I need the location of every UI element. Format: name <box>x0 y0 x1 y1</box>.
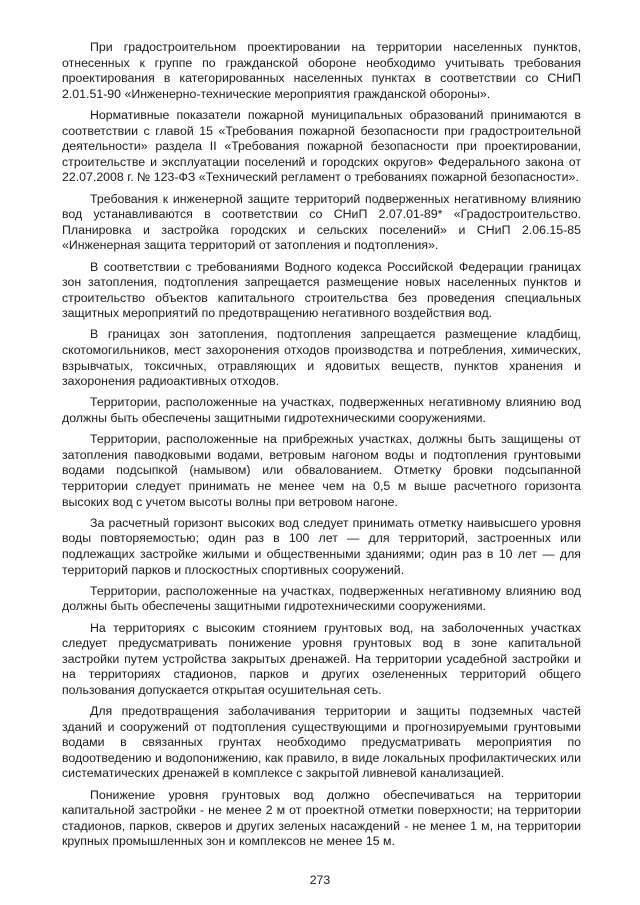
paragraph-fire-safety: Нормативные показатели пожарной муниципальных образований принимаются в соответствии с главой 15 «Требования пожарной безопасности при градостроительной деятельности» раздела II «Требования пожарной безопасности при проектировании, строительстве и эксплуатации поселений и городских округов» Федерального закона от 22.07.2008 г. № 123-ФЗ «Технический регламент о требованиях пожарной безопасности». <box>62 107 581 185</box>
paragraph-waterlogging-prevention: Для предотвращения заболачивания территории и защиты подземных частей зданий и сооружений от подтопления существующими и прогнозируемыми грунтовыми водами в связанных грунтах необходимо предусматривать мероприятия по водоотведению и водопонижению, как правило, в виде локальных профилактических или систематических дренажей в комплексе с закрытой ливневой канализацией. <box>62 704 581 781</box>
paragraph-groundwater-lowering: Понижение уровня грунтовых вод должно обеспечиваться на территории капитальной застройки - не менее 2 м от проектной отметки поверхности; на территории стадионов, парков, скверов и других зеленых насаждений - не менее 1 м, на территории крупных промышленных зон и комплексов не менее 15 м. <box>62 787 581 849</box>
paragraph-water-code: В соответствии с требованиями Водного кодекса Российской Федерации границах зон затопления, подтопления запрещается размещение новых населенных пунктов и строительство объектов капитального строительства без проведения специальных защитных мероприятий по предотвращению негативного воздействия вод. <box>62 259 581 321</box>
document-page <box>62 40 581 856</box>
paragraph-high-water-level: За расчетный горизонт высоких вод следует принимать отметку наивысшего уровня воды повторяемостью; один раз в 100 лет — для территорий, застроенных или подлежащих застройке жилыми и общественными зданиями; один раз в 10 лет — для территорий парков и плоскостных спортивных сооружений. <box>62 515 581 577</box>
paragraph-groundwater-drainage: На территориях с высоким стоянием грунтовых вод, на заболоченных участках следует предусматривать понижение уровня грунтовых вод в зоне капитальной застройки путем устройства закрытых дренажей. На территории усадебной застройки и на территориях стадионов, парков и других озелененных территорий общего пользования допускается открытая осушительная сеть. <box>62 620 581 697</box>
paragraph-engineering-protection: Требования к инженерной защите территорий подверженных негативному влиянию вод устанавливаются в соответствии со СНиП 2.07.01-89* «Градостроительство. Планировка и застройка городских и сельских поселений» и СНиП 2.06.15-85 «Инженерная защита территорий от затопления и подтопления». <box>62 191 581 253</box>
paragraph-flood-zone-restrictions: В границах зон затопления, подтопления запрещается размещение кладбищ, скотомогильников, мест захоронения отходов производства и потребления, химических, взрывчатых, токсичных, отравляющих и ядовитых веществ, пунктов хранения и захоронения радиоактивных отходов. <box>62 327 581 389</box>
paragraph-coastal-areas: Территории, расположенные на прибрежных участках, должны быть защищены от затопления паводковыми водами, ветровым нагоном воды и подтопления грунтовыми водами подсыпкой (намывом) или обвалованием. Отметку бровки подсыпанной территории следует принимать не менее чем на 0,5 м выше расчетного горизонта высоких вод с учетом высоты волны при ветровом нагоне. <box>62 432 581 509</box>
page-number: 273 <box>309 873 331 887</box>
paragraph-civil-defense: При градостроительном проектировании на территории населенных пунктов, отнесенных к группе по гражданской обороне необходимо учитывать требования проектирования в категорированных населенных пунктах в соответствии со СНиП 2.01.51-90 «Инженерно-технические мероприятия гражданской обороны». <box>62 40 581 101</box>
paragraph-protective-structures-repeat: Территории, расположенные на участках, подверженных негативному влиянию вод должны быть обеспечены защитными гидротехническими сооружениями. <box>62 583 581 614</box>
paragraph-protective-structures: Территории, расположенные на участках, подверженных негативному влиянию вод должны быть обеспечены защитными гидротехническими сооружениями. <box>62 395 581 426</box>
